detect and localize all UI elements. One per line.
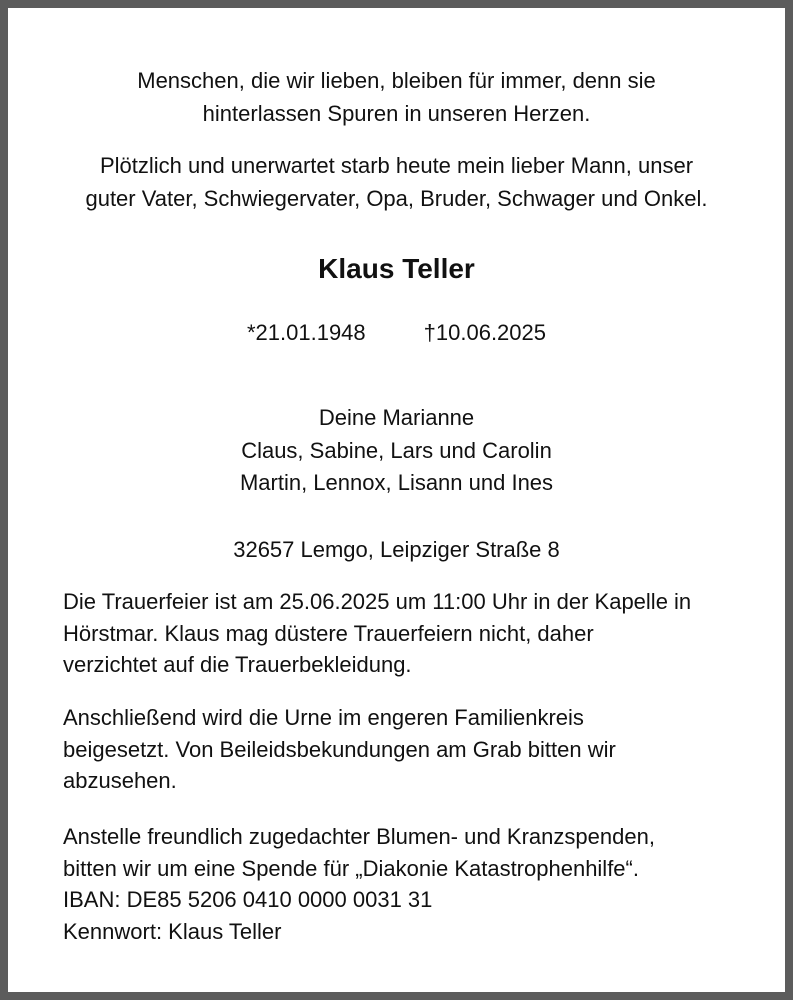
mourner-line: Claus, Sabine, Lars und Carolin bbox=[241, 437, 552, 463]
burial-line: Anschließend wird die Urne im engeren Familienkreis bbox=[63, 705, 584, 730]
death-date: †10.06.2025 bbox=[423, 320, 546, 345]
donation-line: bitten wir um eine Spende für „Diakonie Katastrophenhilfe“. bbox=[63, 855, 639, 881]
address: 32657 Lemgo, Leipziger Straße 8 bbox=[233, 537, 560, 562]
burial-paragraph bbox=[63, 702, 755, 797]
birth-date: *21.01.1948 bbox=[246, 320, 366, 345]
donation-line: Anstelle freundlich zugedachter Blumen- und Kranzspenden, bbox=[63, 824, 655, 849]
announcement-line: Plötzlich und unerwartet starb heute mein lieber Mann, unser bbox=[99, 153, 694, 178]
obituary-content bbox=[8, 8, 785, 992]
announcement-line: guter Vater, Schwiegervater, Opa, Bruder, Schwager und Onkel. bbox=[85, 186, 708, 211]
funeral-line: Hörstmar. Klaus mag düstere Trauerfeiern nicht, daher bbox=[63, 620, 594, 646]
keyword-line: Kennwort: Klaus Teller bbox=[63, 918, 282, 944]
life-dates bbox=[8, 318, 785, 348]
burial-line: abzusehen. bbox=[63, 768, 177, 793]
quote bbox=[8, 64, 785, 130]
funeral-line: Die Trauerfeier ist am 25.06.2025 um 11:00 Uhr in der Kapelle in bbox=[63, 589, 692, 614]
iban-line: IBAN: DE85 5206 0410 0000 0031 31 bbox=[63, 887, 433, 912]
mourner-line: Martin, Lennox, Lisann und Ines bbox=[239, 470, 554, 495]
mourner-line: Deine Marianne bbox=[318, 405, 475, 430]
quote-line: Menschen, die wir lieben, bleiben für immer, denn sie bbox=[137, 68, 656, 93]
mourners bbox=[8, 402, 785, 500]
burial-line: beigesetzt. Von Beileidsbekundungen am Grab bitten wir bbox=[63, 736, 616, 762]
funeral-paragraph bbox=[63, 586, 755, 681]
funeral-line: verzichtet auf die Trauerbekleidung. bbox=[63, 652, 412, 677]
deceased-name: Klaus Teller bbox=[318, 253, 475, 284]
quote-line: hinterlassen Spuren in unseren Herzen. bbox=[202, 101, 591, 126]
announcement bbox=[8, 149, 785, 215]
donation-paragraph bbox=[63, 821, 755, 947]
